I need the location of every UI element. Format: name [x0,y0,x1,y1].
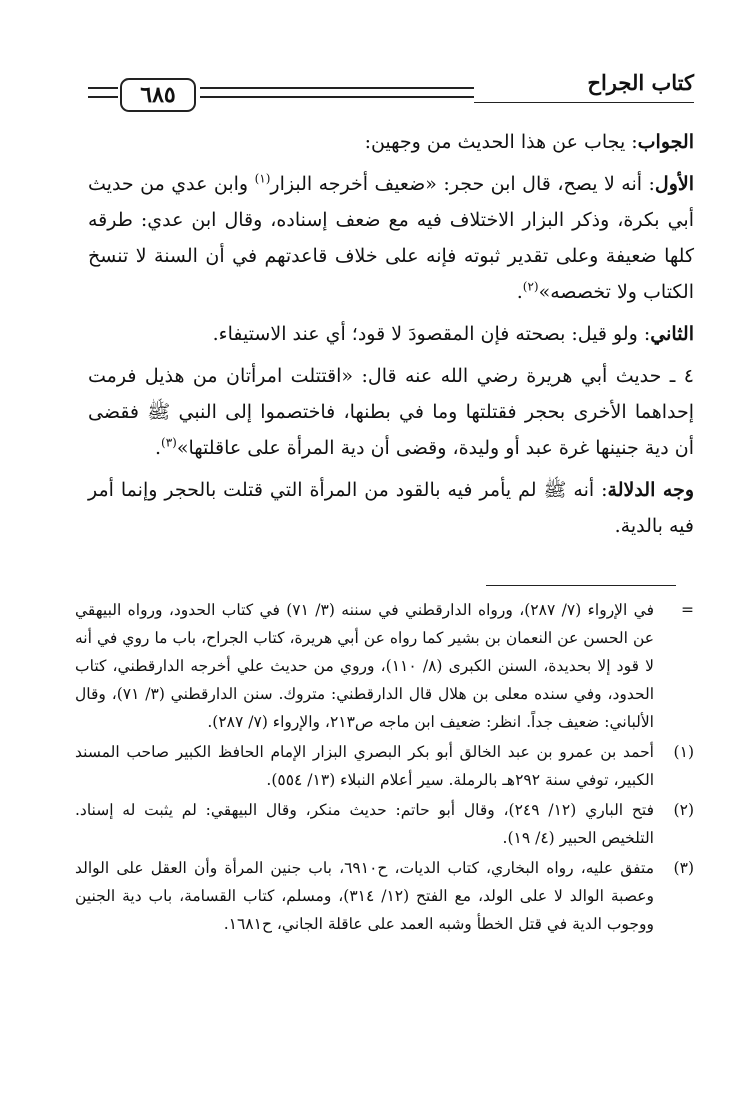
second-label: الثاني [650,323,694,345]
header-rule-left [88,87,118,98]
footnote [75,796,694,852]
header-rule-right [200,87,474,98]
page-number: ٦٨٥ [120,78,196,112]
evidence-text: : أنه ﷺ لم يأمر فيه بالقود من المرأة التي قتلت بالحجر وإنما أمر فيه بالدية. [88,479,694,537]
title-underline [474,102,694,103]
first-point-paragraph [88,166,694,310]
first-text: : أنه لا يصح، قال ابن حجر: «ضعيف أخرجه البزار [270,173,655,195]
footnote-ref: (١) [254,171,271,186]
footnotes [75,596,694,940]
answer-paragraph [88,124,694,160]
first-end: . [516,281,523,303]
evidence-label: وجه الدلالة [607,479,694,501]
footnote [75,738,694,794]
footnote-number: (٣) [673,859,694,877]
hadith-end: . [154,437,162,459]
footnote-ref: (٣) [161,435,177,450]
footnote-number: (١) [673,743,694,761]
first-label: الأول [654,173,694,195]
first-text-continued: وابن عدي من حديث أبي بكرة، وذكر البزار الاختلاف فيه مع ضعف إسناده، وقال ابن عدي: طرقه كلها ضعيفة وعلى تقدير ثبوته فإنه على خلاف قاعدتهم في أن السنة لا تنسخ الكتاب ولا تخصصه» [88,173,694,303]
footnote-number: (٢) [673,801,694,819]
second-text: : ولو قيل: بصحته فإن المقصودَ لا قود؛ أي عند الاستيفاء. [212,323,651,345]
footnote [75,854,694,938]
answer-label: الجواب [637,131,694,153]
footnote-text: أحمد بن عمرو بن عبد الخالق أبو بكر البصري البزار الإمام الحافظ الكبير صاحب المسند الكبير، توفي سنة ٢٩٢هـ بالرملة. سير أعلام النبلاء (١٣/ ٥٥٤). [75,743,654,789]
footnote [75,596,694,736]
hadith-text: ٤ ـ حديث أبي هريرة رضي الله عنه قال: «اقتتلت امرأتان من هذيل فرمت إحداهما الأخرى بحجر فقتلتها وما في بطنها، فاختصموا إلى النبي ﷺ فقضى أن دية جنينها غرة عبد أو وليدة، وقضى أن دية المرأة على عاقلتها» [88,365,694,459]
footnote-divider [486,585,676,586]
page-header [88,66,694,126]
hadith-paragraph [88,358,694,466]
footnote-text: في الإرواء (٧/ ٢٨٧)، ورواه الدارقطني في سننه (٣/ ٧١) في كتاب الحدود، ورواه البيهقي عن الحسن عن النعمان بن بشير كما رواه عن أبي هريرة، كتاب الجراح، باب ما روي في أنه لا قود إلا بحديدة، السنن الكبرى (٨/ ١١٠)، وروي من حديث علي أخرجه الدارقطني، كتاب الحدود، وفي سنده معلى بن هلال قال الدارقطني: متروك. سنن الدارقطني (٣/ ٧١)، وقال الألباني: ضعيف جداً. انظر: ضعيف ابن ماجه ص٢١٣، والإرواء (٧/ ٢٨٧). [75,601,655,731]
footnote-text: متفق عليه، رواه البخاري، كتاب الديات، ح٦٩١٠، باب جنين المرأة وأن العقل على الوالد وعصبة الوالد لا على الولد، مع الفتح (١٢/ ٣١٤)، ومسلم، كتاب القسامة، باب دية الجنين ووجوب الدية في قتل الخطأ وشبه العمد على عاقلة الجاني، ح١٦٨١. [75,859,654,933]
footnote-number: = [681,601,694,619]
footnote-text: فتح الباري (١٢/ ٢٤٩)، وقال أبو حاتم: حديث منكر، وقال البيهقي: لم يثبت له إسناد. التلخيص الحبير (٤/ ١٩). [75,801,654,847]
second-point-paragraph [88,316,694,352]
answer-text: : يجاب عن هذا الحديث من وجهين: [364,131,638,153]
main-text [88,124,694,550]
footnote-ref: (٢) [522,279,539,294]
book-title: كتاب الجراح [587,70,694,95]
evidence-paragraph [88,472,694,544]
